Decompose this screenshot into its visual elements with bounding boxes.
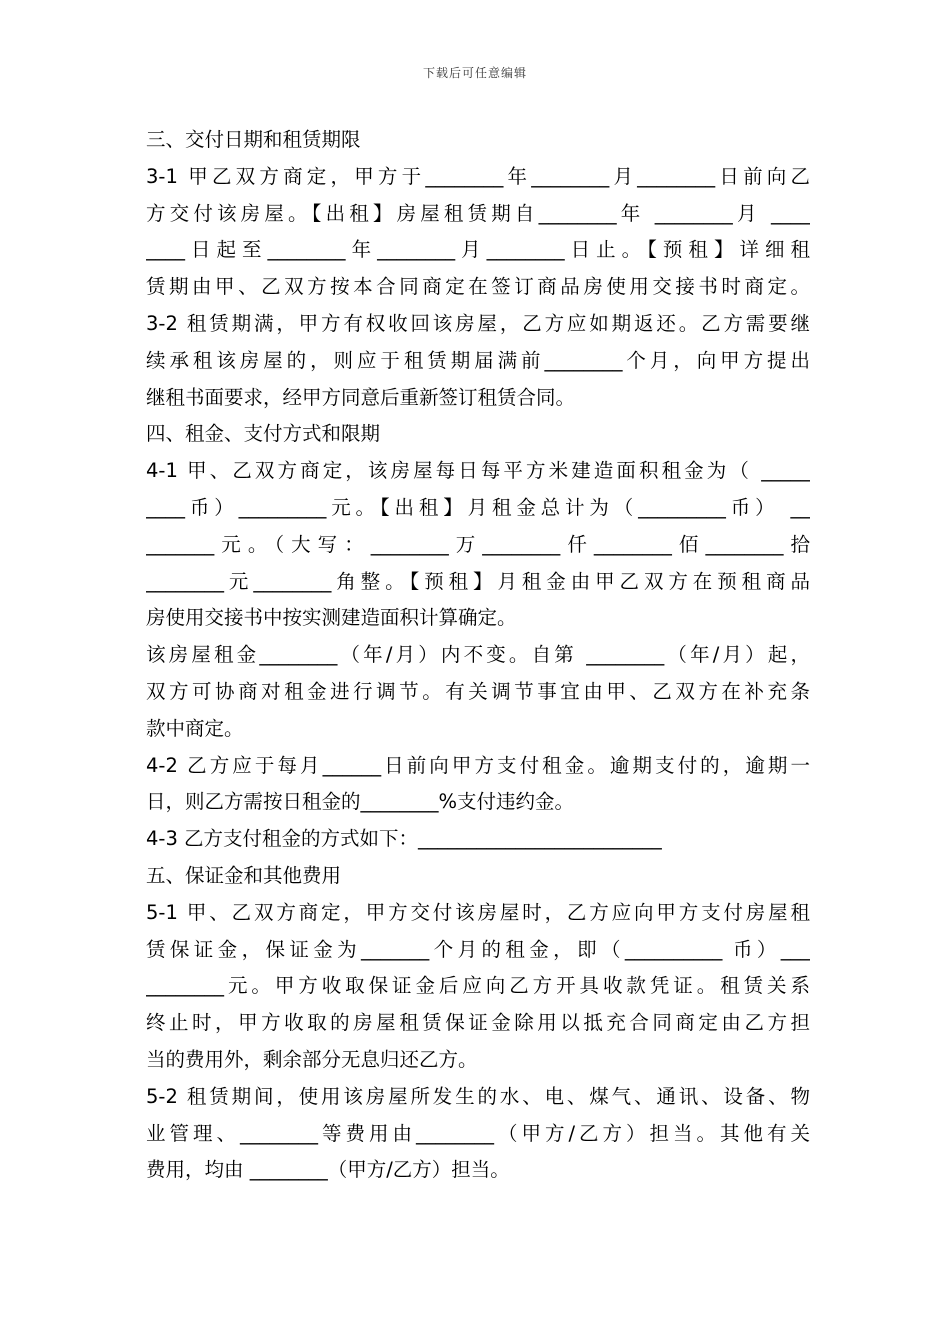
text-line: 双方可协商对租金进行调节。有关调节事宜由甲、乙双方在补充条 <box>146 679 810 703</box>
text-line: 费用，均由 ________（甲方/乙方）担当。 <box>146 1158 510 1182</box>
text-line: 终止时，甲方收取的房屋租赁保证金除用以抵充合同商定由乙方担 <box>146 1011 810 1035</box>
text-line: 日，则乙方需按日租金的________%支付违约金。 <box>146 790 575 814</box>
text-line: 方交付该房屋。【出租】房屋租赁期自________年 ________月 ____ <box>146 201 810 225</box>
section-heading: 三、交付日期和租赁期限 <box>146 128 361 151</box>
text-line: _______元。（大写：________万________仟________佰________拾 <box>146 532 810 556</box>
text-line: 5-1 甲、乙双方商定，甲方交付该房屋时，乙方应向甲方支付房屋租 <box>146 900 810 924</box>
text-line: 4-3 乙方支付租金的方式如下：_________________________ <box>146 827 662 851</box>
text-line: 赁保证金，保证金为_______个月的租金，即（__________ 币）___ <box>146 937 810 961</box>
text-line: 赁期由甲、乙双方按本合同商定在签订商品房使用交接书时商定。 <box>146 275 810 299</box>
text-line: 当的费用外，剩余部分无息归还乙方。 <box>146 1047 478 1071</box>
text-line: ________元________角整。【预租】月租金由甲乙双方在预租商品 <box>146 569 810 593</box>
text-line: 5-2 租赁期间，使用该房屋所发生的水、电、煤气、通讯、设备、物 <box>146 1084 810 1108</box>
text-line: 3-2 租赁期满，甲方有权收回该房屋，乙方应如期返还。乙方需要继 <box>146 311 810 335</box>
section-heading: 四、租金、支付方式和限期 <box>146 422 381 446</box>
text-line: 3-1 甲乙双方商定，甲方于________年________月________日前向乙 <box>146 164 810 188</box>
text-line: 该房屋租金________（年/月）内不变。自第 ________（年/月）起， <box>146 643 810 667</box>
text-line: 续承租该房屋的，则应于租赁期届满前________个月，向甲方提出 <box>146 348 810 372</box>
text-line: 款中商定。 <box>146 716 244 740</box>
text-line: ____币）_________元。【出租】月租金总计为（_________币） __ <box>146 495 810 519</box>
text-line: 4-1 甲、乙双方商定，该房屋每日每平方米建造面积租金为（ _____ <box>146 459 810 483</box>
text-line: 继租书面要求，经甲方同意后重新签订租赁合同。 <box>146 385 576 409</box>
page-header: 下载后可任意编辑 <box>422 66 527 80</box>
text-line: ____日起至________年________月________日止。【预租】详细租 <box>146 238 810 262</box>
document-body <box>146 122 810 1189</box>
section-heading: 五、保证金和其他费用 <box>146 863 342 887</box>
text-line: ________元。甲方收取保证金后应向乙方开具收款凭证。租赁关系 <box>146 974 810 998</box>
text-line: 业管理、________等费用由________（甲方/乙方）担当。其他有关 <box>146 1121 810 1145</box>
text-line: 4-2 乙方应于每月______日前向甲方支付租金。逾期支付的，逾期一 <box>146 753 810 777</box>
text-line: 房使用交接书中按实测建造面积计算确定。 <box>146 606 517 630</box>
